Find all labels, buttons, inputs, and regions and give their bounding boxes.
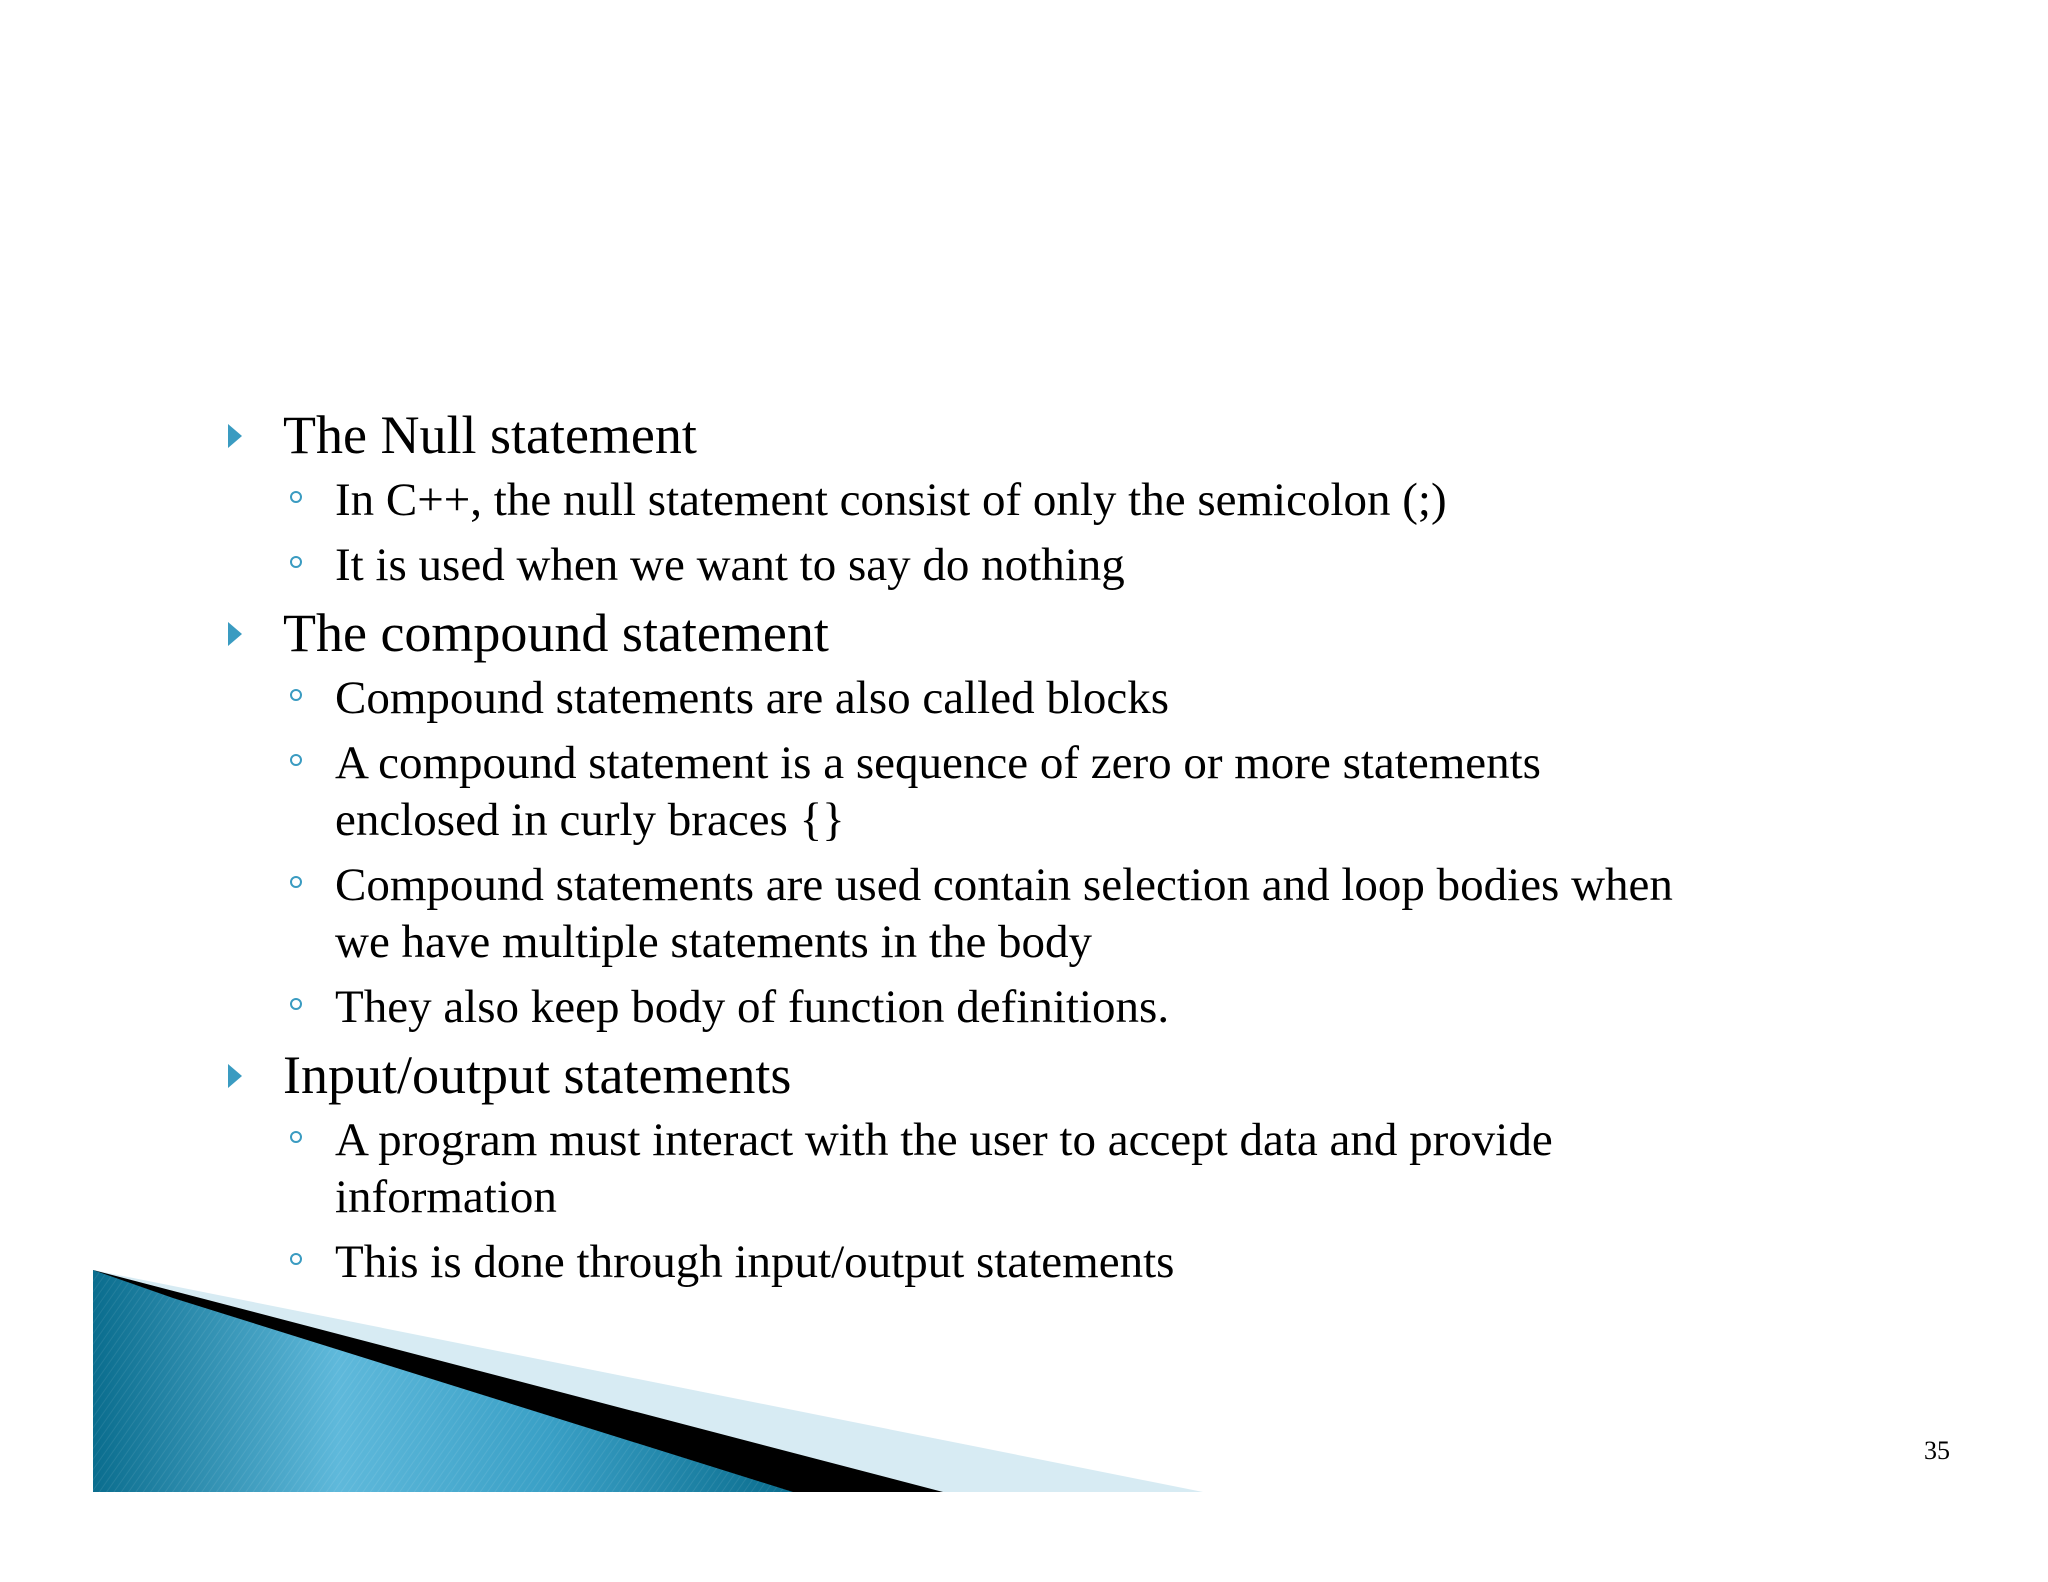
sub-bullet <box>228 979 1888 1036</box>
triangle-right-icon <box>228 424 242 448</box>
sub-bullet <box>228 735 1888 849</box>
bullet-text: The Null statement <box>283 405 697 465</box>
circle-outline-icon <box>290 1253 302 1265</box>
sub-bullet-text-line: enclosed in curly braces {} <box>335 794 845 846</box>
circle-outline-icon <box>290 1131 302 1143</box>
sub-bullet-text: In C++, the null statement consist of only the semicolon (;) <box>335 474 1447 526</box>
sub-bullet <box>228 670 1888 727</box>
sub-bullet-text: They also keep body of function definitions. <box>335 981 1170 1033</box>
sub-bullet <box>228 1112 1888 1226</box>
sub-bullet-text-line: we have multiple statements in the body <box>335 916 1093 968</box>
bullet-text: Input/output statements <box>283 1045 792 1105</box>
circle-outline-icon <box>290 689 302 701</box>
bullet-input-output-statements <box>228 1044 1888 1106</box>
sub-bullet <box>228 537 1888 594</box>
sub-bullet-text-line: A compound statement is a sequence of zero or more statements <box>335 737 1541 789</box>
triangle-right-icon <box>228 1064 242 1088</box>
circle-outline-icon <box>290 754 302 766</box>
circle-outline-icon <box>290 556 302 568</box>
page-number: 35 <box>1924 1436 1950 1465</box>
decorative-swoosh <box>93 1270 1203 1492</box>
circle-outline-icon <box>290 491 302 503</box>
sub-bullet-text: It is used when we want to say do nothing <box>335 539 1125 591</box>
sub-bullet <box>228 472 1888 529</box>
sub-bullet-text-line: information <box>335 1171 557 1223</box>
circle-outline-icon <box>290 998 302 1010</box>
sub-bullet-text: Compound statements are also called blocks <box>335 672 1170 724</box>
slide-content <box>228 404 1888 1299</box>
bullet-null-statement <box>228 404 1888 466</box>
sub-bullet-text: This is done through input/output statements <box>335 1236 1175 1288</box>
bullet-text: The compound statement <box>283 603 829 663</box>
sub-bullet-text-line: A program must interact with the user to accept data and provide <box>335 1114 1553 1166</box>
bullet-compound-statement <box>228 602 1888 664</box>
sub-bullet <box>228 857 1888 971</box>
triangle-right-icon <box>228 622 242 646</box>
sub-bullet-text-line: Compound statements are used contain selection and loop bodies when <box>335 859 1673 911</box>
circle-outline-icon <box>290 876 302 888</box>
